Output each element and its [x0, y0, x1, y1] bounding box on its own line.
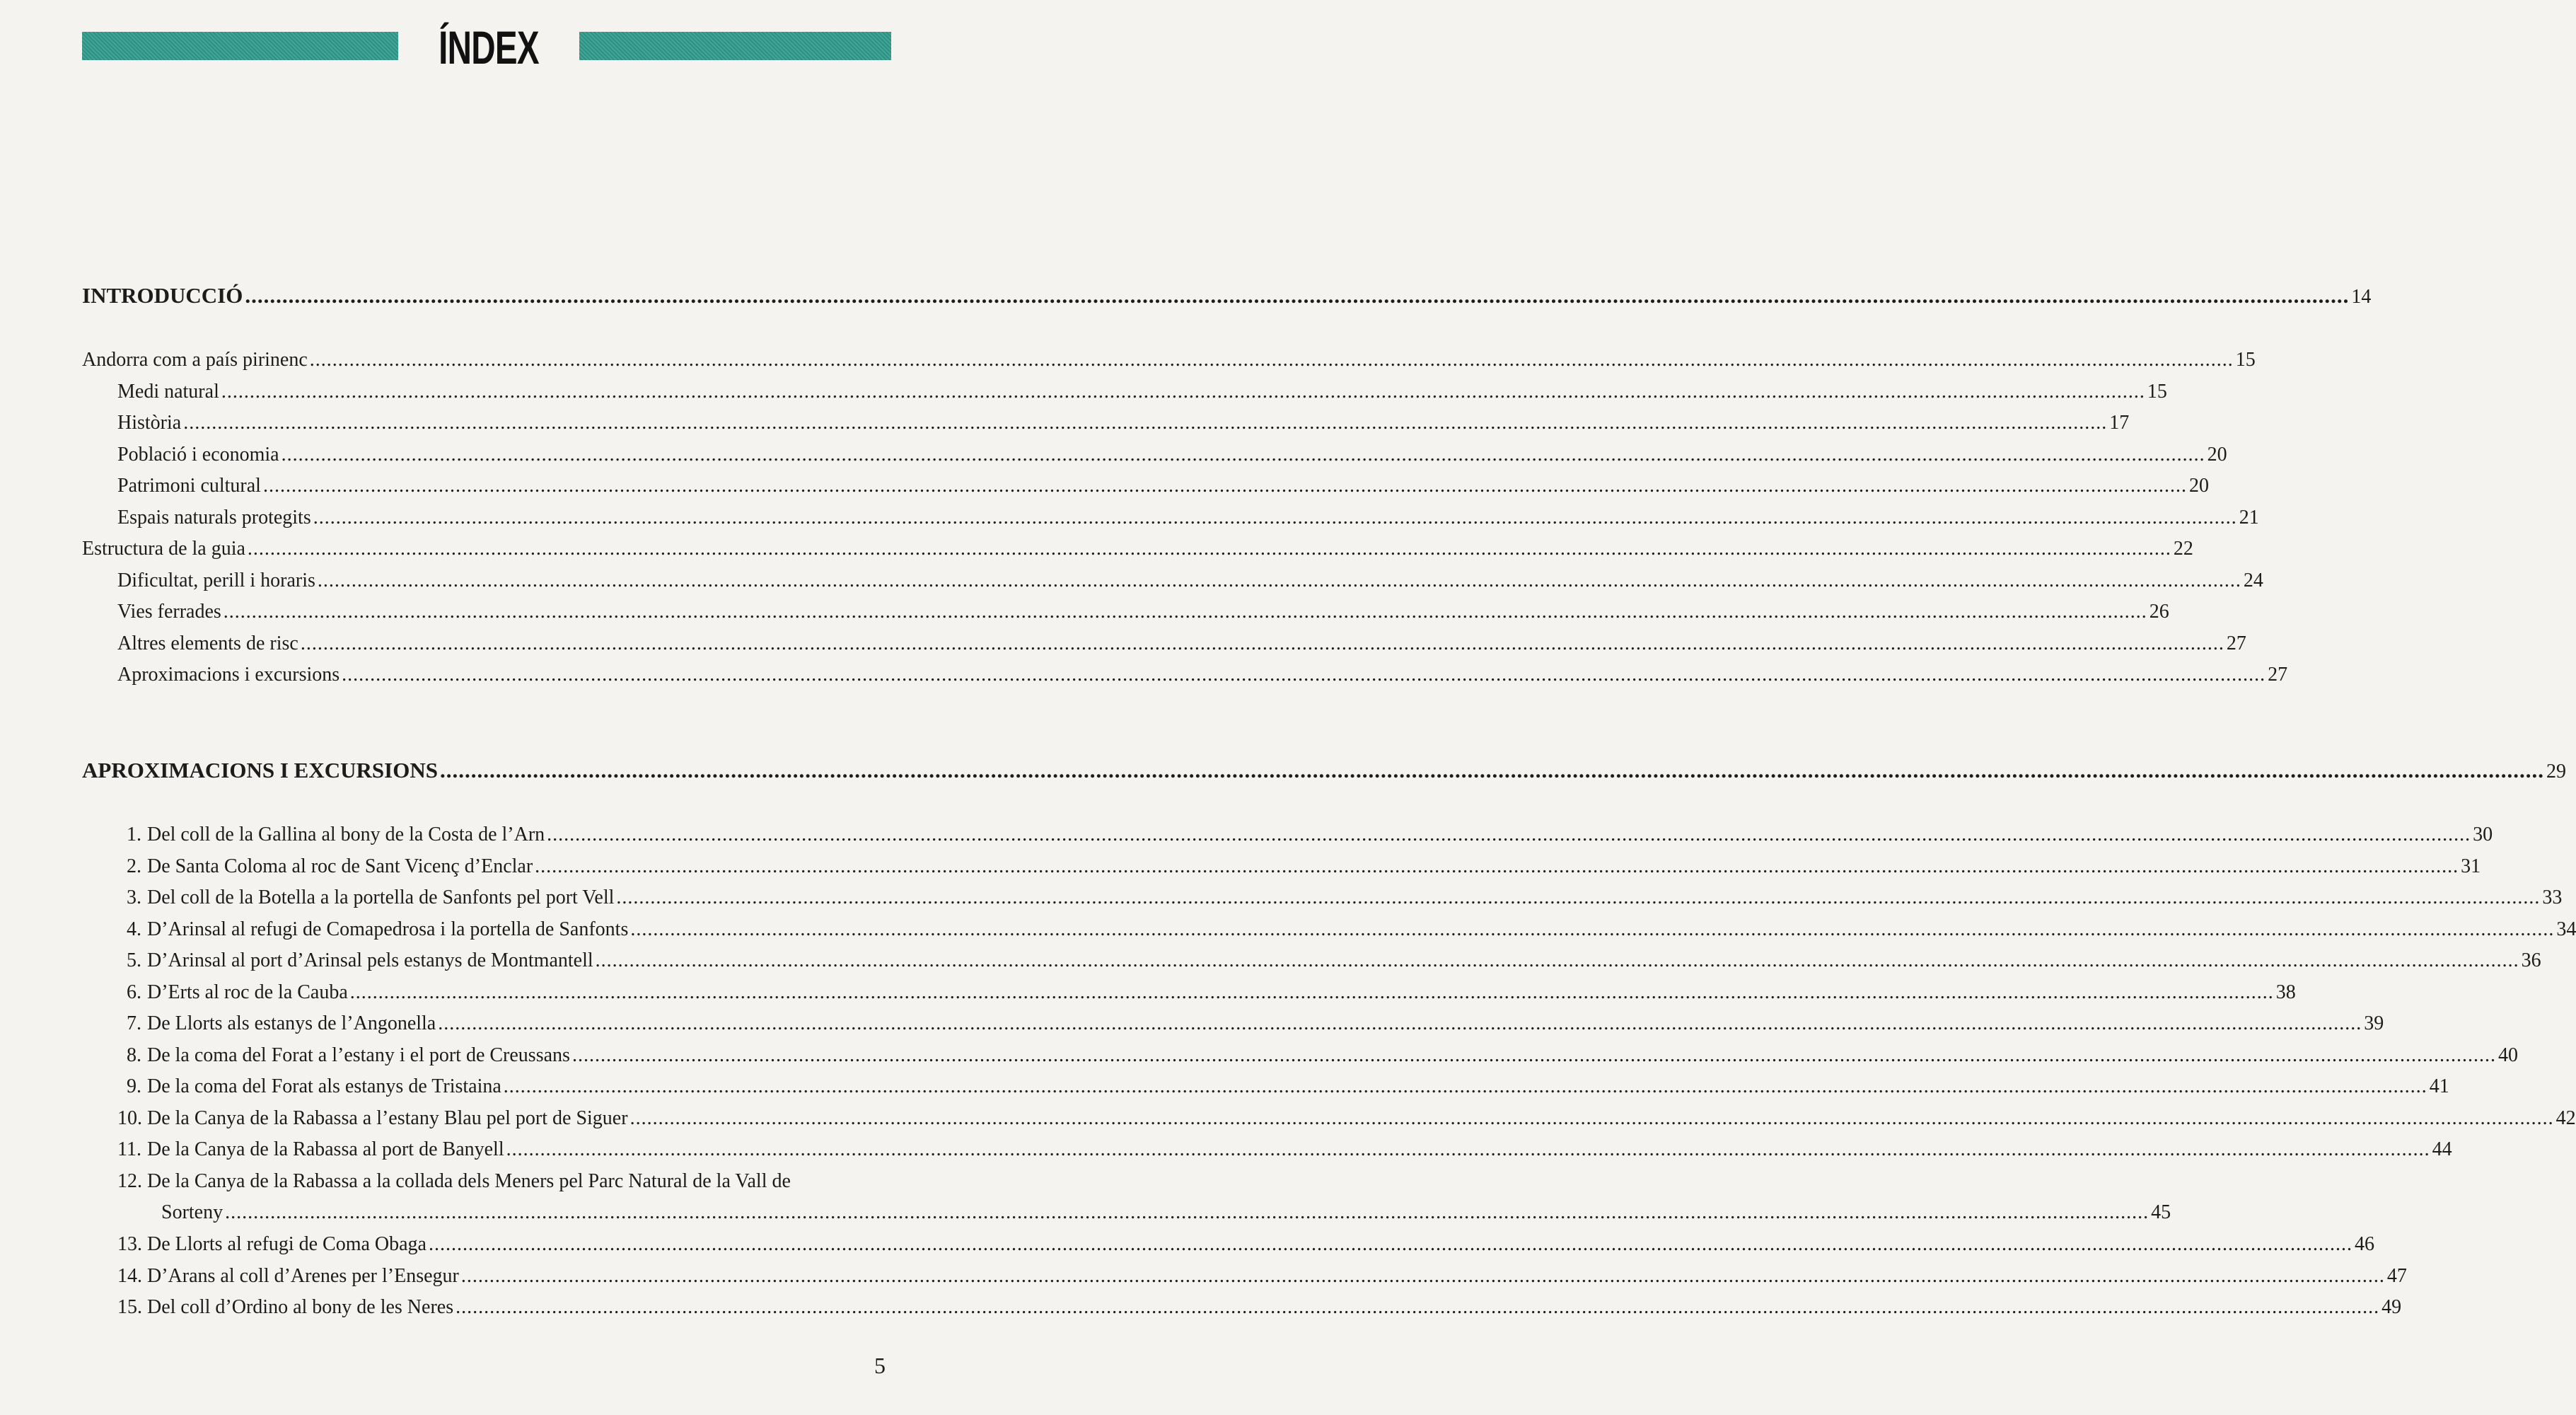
toc-route[interactable]: 12. De la Canya de la Rabassa a la collada dels Meners pel Parc Natural de la Vall de Sorteny .................................................................................................................................................................................................................................................................................................................................................... 45 — [117, 1170, 2171, 1223]
toc-route[interactable]: 1. Del coll de la Gallina al bony de la Costa de l’Arn .................................................................................................................................................................................................................................................................................................................................................... 30 — [127, 824, 2493, 845]
header-bar-right — [579, 32, 891, 60]
toc-route[interactable]: 6. D’Erts al roc de la Cauba .................................................................................................................................................................................................................................................................................................................................................... 38 — [127, 981, 2296, 1003]
toc-entry[interactable]: Estructura de la guia .................................................................................................................................................................................................................................................................................................................................................... 22 — [82, 538, 2193, 560]
toc-entry[interactable]: Patrimoni cultural .................................................................................................................................................................................................................................................................................................................................................... 20 — [117, 475, 2209, 497]
toc-route[interactable]: 8. De la coma del Forat a l’estany i el port de Creussans .................................................................................................................................................................................................................................................................................................................................................... 40 — [127, 1044, 2518, 1066]
toc-route[interactable]: 4. D’Arinsal al refugi de Comapedrosa i la portella de Sanfonts .................................................................................................................................................................................................................................................................................................................................................... 34 — [127, 918, 2576, 940]
toc-entry[interactable]: Altres elements de risc .................................................................................................................................................................................................................................................................................................................................................... 27 — [117, 633, 2246, 654]
toc-entry[interactable]: Andorra com a país pirinenc .................................................................................................................................................................................................................................................................................................................................................... 15 — [82, 349, 2256, 371]
index-header — [82, 21, 891, 74]
toc-route[interactable]: 9. De la coma del Forat als estanys de Tristaina .................................................................................................................................................................................................................................................................................................................................................... 41 — [127, 1075, 2449, 1097]
toc-route[interactable]: 5. D’Arinsal al port d’Arinsal pels estanys de Montmantell .................................................................................................................................................................................................................................................................................................................................................... 36 — [127, 949, 2541, 971]
toc-route[interactable]: 13. De Llorts al refugi de Coma Obaga .................................................................................................................................................................................................................................................................................................................................................... 46 — [117, 1233, 2374, 1255]
toc-section-aproximacions[interactable]: APROXIMACIONS I EXCURSIONS .................................................................................................................................................................................................................................................................................................................................................... 29 — [82, 758, 2566, 782]
toc-entry[interactable]: Població i economia .................................................................................................................................................................................................................................................................................................................................................... 20 — [117, 444, 2227, 466]
toc-entry[interactable]: Aproximacions i excursions .................................................................................................................................................................................................................................................................................................................................................... 27 — [117, 664, 2288, 686]
header-bar-left — [82, 32, 398, 60]
toc-entry[interactable]: Espais naturals protegits .................................................................................................................................................................................................................................................................................................................................................... 21 — [117, 507, 2259, 529]
toc-route[interactable]: 11. De la Canya de la Rabassa al port de Banyell .................................................................................................................................................................................................................................................................................................................................................... 44 — [117, 1138, 2452, 1160]
toc-route[interactable]: 15. Del coll d’Ordino al bony de les Neres .................................................................................................................................................................................................................................................................................................................................................... 49 — [117, 1296, 2402, 1318]
toc-route[interactable]: 2. De Santa Coloma al roc de Sant Vicenç d’Enclar .................................................................................................................................................................................................................................................................................................................................................... 31 — [127, 855, 2481, 877]
page-number: 5 — [874, 1353, 886, 1378]
toc-route[interactable]: 3. Del coll de la Botella a la portella de Sanfonts pel port Vell .................................................................................................................................................................................................................................................................................................................................................... 33 — [127, 886, 2563, 908]
toc-route[interactable]: 7. De Llorts als estanys de l’Angonella .................................................................................................................................................................................................................................................................................................................................................... 39 — [127, 1012, 2384, 1034]
toc-entry[interactable]: Història .................................................................................................................................................................................................................................................................................................................................................... 17 — [117, 412, 2130, 434]
toc-entry[interactable]: Dificultat, perill i horaris .................................................................................................................................................................................................................................................................................................................................................... 24 — [117, 570, 2263, 591]
toc-entry[interactable]: Medi natural .................................................................................................................................................................................................................................................................................................................................................... 15 — [117, 381, 2167, 403]
toc-section-introduccio[interactable]: INTRODUCCIÓ .................................................................................................................................................................................................................................................................................................................................................... 14 — [82, 283, 2372, 308]
toc-route[interactable]: 14. D’Arans al coll d’Arenes per l’Ensegur .................................................................................................................................................................................................................................................................................................................................................... 47 — [117, 1265, 2407, 1287]
toc-entry[interactable]: Vies ferrades .................................................................................................................................................................................................................................................................................................................................................... 26 — [117, 601, 2169, 623]
toc-route[interactable]: 10. De la Canya de la Rabassa a l’estany Blau pel port de Siguer .................................................................................................................................................................................................................................................................................................................................................... 42 — [117, 1107, 2576, 1129]
page-title: ÍNDEX — [439, 21, 539, 74]
